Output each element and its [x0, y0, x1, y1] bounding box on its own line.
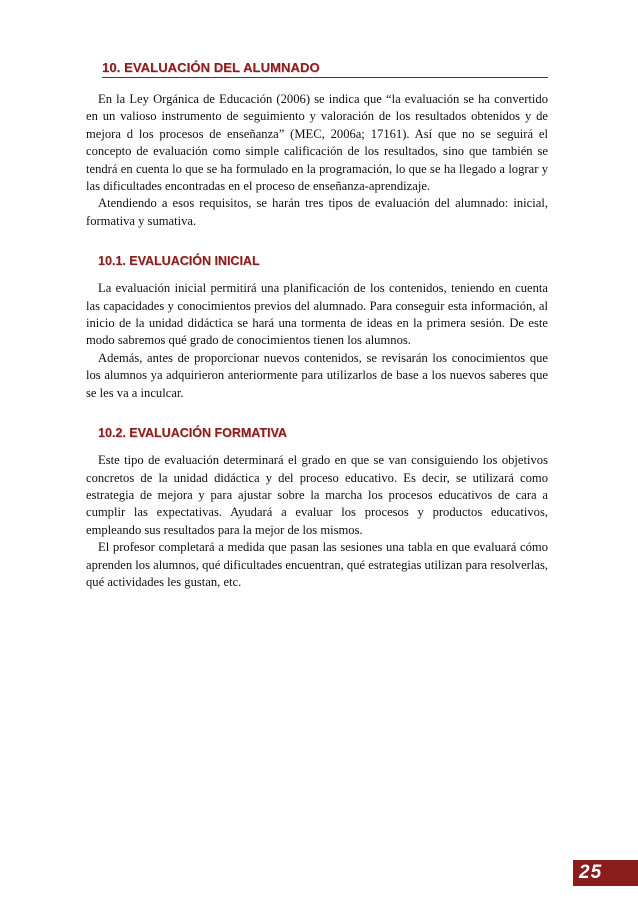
section-heading-evaluacion-formativa: 10.2. EVALUACIÓN FORMATIVA — [98, 426, 287, 441]
section-heading-evaluacion-alumnado: 10. EVALUACIÓN DEL ALUMNADO — [102, 60, 548, 78]
paragraph: La evaluación inicial permitirá una planificación de los contenidos, teniendo en cuenta las capacidades y conocimientos previos del alumnado. Para conseguir esta información, al inicio de la unidad didáctica se hará una tormenta de ideas en la primera sesión. De este modo sabremos qué grado de conocimientos tienen los alumnos. — [86, 281, 548, 348]
page-number-badge: 25 — [573, 860, 638, 886]
paragraph: Además, antes de proporcionar nuevos contenidos, se revisarán los conocimientos que los alumnos ya adquirieron anteriormente para utilizarlos de base a los nuevos saberes que se les va a inculcar. — [86, 350, 548, 400]
document-page — [86, 60, 548, 591]
paragraph: Atendiendo a esos requisitos, se harán tres tipos de evaluación del alumnado: inicial, formativa y sumativa. — [86, 196, 548, 228]
paragraph: Este tipo de evaluación determinará el grado en que se van consiguiendo los objetivos concretos de la unidad didáctica y del proceso educativo. Es decir, se utilizará como estrategia de mejora y para ajustar sobre la marcha los procesos educativos de cara a cumplir las expectativas. Ayudará a evaluar los procesos y productos educativos, empleando sus resultados para la mejor de los mismos. — [86, 453, 548, 537]
section-heading-evaluacion-inicial: 10.1. EVALUACIÓN INICIAL — [98, 254, 260, 269]
paragraph: El profesor completará a medida que pasan las sesiones una tabla en que evaluará cómo aprenden los alumnos, qué dificultades encuentran, qué estrategias utilizan para resolverlas, qué actividades les gustan, etc. — [86, 540, 548, 589]
paragraph: En la Ley Orgánica de Educación (2006) se indica que “la evaluación se ha convertido en un valioso instrumento de seguimiento y valoración de los resultados obtenidos y de mejora d los procesos de enseñanza” (MEC, 2006a; 17161). Así que no se seguirá el concepto de evaluación como simple calificación de los resultados, sino que también se tendrá en cuenta lo que se ha formulado en la programación, lo que se ha llegado a lograr y las dificultades encontradas en el proceso de enseñanza-aprendizaje. — [86, 92, 548, 194]
